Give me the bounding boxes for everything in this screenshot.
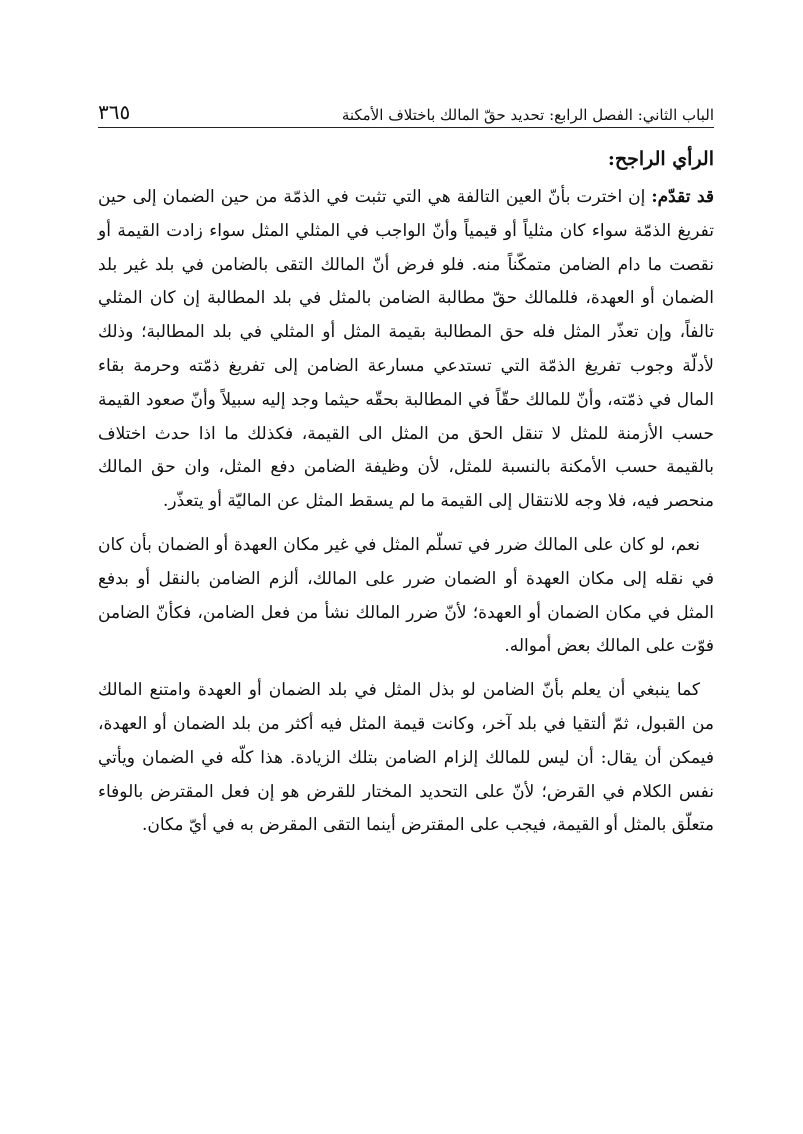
page-body <box>98 141 714 853</box>
running-head <box>98 92 714 124</box>
paragraph-3: كما ينبغي أن يعلم بأنّ الضامن لو بذل المثل في بلد الضمان أو العهدة وامتنع المالك من القبول، ثمّ ألتقيا في بلد آخر، وكانت قيمة المثل فيه أكثر من بلد الضمان أو العهدة، فيمكن أن يقال: أن ليس للمالك إلزام الضامن بتلك الزيادة. هذا كلّه في الضمان ويأتي نفس الكلام في القرض؛ لأنّ على التحديد المختار للقرض هو إن فعل المقترض بالوفاء متعلّق بالمثل أو القيمة، فيجب على المقترض أينما التقى المقرض به في أيّ مكان. <box>98 680 714 836</box>
paragraph-1-text: إن اخترت بأنّ العين التالفة هي التي تثبت في الذمّة من حين الضمان إلى حين تفريغ الذمّة سواء كان مثلياً أو قيمياً وأنّ الواجب في المثلي المثل سواء زادت القيمة أو نقصت ما دام الضامن متمكّناً منه. فلو فرض أنّ المالك التقى بالضامن في بلد غير بلد الضمان أو العهدة، فللمالك حقّ مطالبة الضامن بالمثل في بلد المطالبة إن كان المثلي تالفاً، وإن تعذّر المثل فله حق المطالبة بقيمة المثل أو المثلي في بلد المطالبة؛ وذلك لأدلّة وجوب تفريغ الذمّة التي تستدعي مسارعة الضامن إلى تفريغ ذمّته وحرمة بقاء المال في ذمّته، وأنّ للمالك حقّاً في المطالبة بحقّه حيثما وجد إليه سبيلاً وأنّ صعود القيمة حسب الأزمنة للمثل لا تنقل الحق من المثل الى القيمة، فكذلك ما اذا حدث اختلاف بالقيمة حسب الأمكنة بالنسبة للمثل، لأن وظيفة الضامن دفع المثل، وان حق المالك منحصر فيه، فلا وجه للانتقال إلى القيمة ما لم يسقط المثل عن الماليّة أو يتعذّر. <box>98 187 714 512</box>
section-heading: الرأي الراجح: <box>607 148 714 170</box>
chapter-title: الباب الثاني: الفصل الرابع: تحديد حقّ المالك باختلاف الأمكنة <box>341 106 714 124</box>
page-number: ٣٦٥ <box>98 100 131 124</box>
header-divider <box>98 127 714 128</box>
paragraph-2: نعم، لو كان على المالك ضرر في تسلّم المثل في غير مكان العهدة أو الضمان بأن كان في نقله إلى مكان العهدة أو الضمان ضرر على المالك، ألزم الضامن بالنقل أو بدفع المثل في مكان الضمان أو العهدة؛ لأنّ ضرر المالك نشأ من فعل الضامن، فكأنّ الضامن فوّت على المالك بعض أمواله. <box>98 534 714 657</box>
paragraph-1 <box>98 181 714 519</box>
paragraph-lead: قد تقدّم: <box>651 187 714 207</box>
